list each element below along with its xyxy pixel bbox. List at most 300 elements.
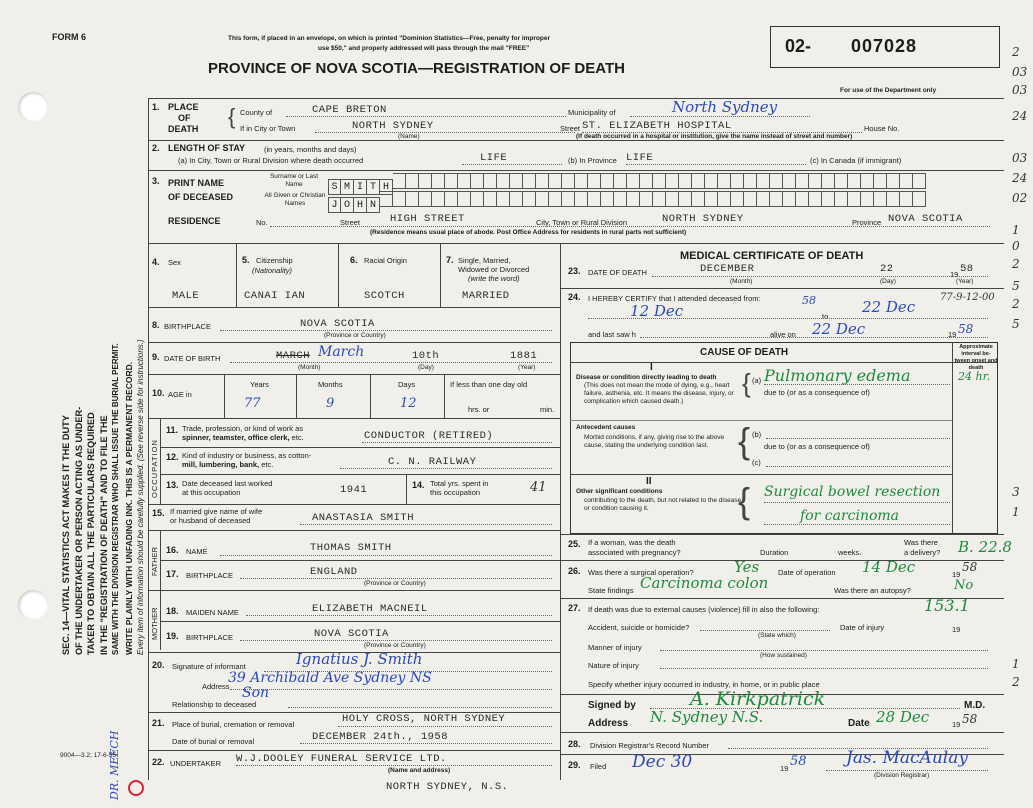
letter-box: N	[367, 197, 380, 213]
s1-label-line: PLACE	[168, 102, 199, 112]
letter-box	[861, 191, 874, 207]
letter-box	[575, 191, 588, 207]
rule	[148, 750, 560, 751]
letter-box	[393, 191, 406, 207]
other-conditions-value: Surgical bowel resection	[764, 484, 941, 500]
s8-caption: (Province or Country)	[324, 332, 386, 339]
margin-code: 0	[1012, 239, 1020, 253]
surname-boxes	[328, 173, 926, 193]
letter-box	[627, 173, 640, 189]
residence-label: RESIDENCE	[168, 216, 221, 226]
dotted-line	[286, 116, 566, 117]
s8-num: 8.	[152, 320, 160, 330]
delivery-label-line: Was there	[904, 538, 938, 547]
s25-label-line: associated with pregnancy?	[588, 548, 681, 557]
dotted-line	[700, 630, 830, 631]
attended-from-year: 58	[802, 294, 816, 307]
dotted-line	[220, 330, 552, 331]
operation-year-prefix: 19	[952, 570, 961, 579]
s16-num: 16.	[166, 545, 179, 555]
name-caption: (Name)	[398, 133, 420, 140]
last-saw-label: and last saw h	[588, 330, 636, 339]
s22-caption: (Name and address)	[388, 767, 451, 774]
s19-label: BIRTHPLACE	[186, 633, 233, 642]
accident-label: Accident, suicide or homicide?	[588, 623, 690, 632]
letter-box	[432, 173, 445, 189]
letter-box	[692, 173, 705, 189]
margin-code: 1	[1012, 223, 1020, 237]
s13-num: 13.	[166, 480, 179, 490]
residence-note: (Residence means usual place of abode. Post Office Address for residents in rural parts not sufficient)	[370, 229, 687, 236]
age-years: 77	[244, 396, 261, 411]
rule	[148, 140, 1004, 141]
municipality-value: North Sydney	[672, 98, 778, 116]
rule	[148, 418, 560, 419]
dotted-line	[766, 466, 950, 467]
disease-note: (This does not mean the mode of dying, e.g., heart failure, asthenia, etc. It means the disease, injury, or complication which caused death.)	[584, 382, 734, 405]
s14-label-line: this occupation	[430, 488, 481, 497]
letter-box	[796, 173, 809, 189]
death-year: 58	[960, 263, 974, 275]
letter-box	[562, 191, 575, 207]
hrs-label: hrs. or	[468, 405, 490, 414]
rule	[570, 420, 952, 421]
margin-code: 2	[1012, 45, 1020, 59]
side-notice-line: TAKER TO OBTAIN ALL THE PARTICULARS REQUIRED	[86, 412, 96, 655]
letter-box	[653, 191, 666, 207]
rule	[570, 362, 998, 363]
days-label: Days	[398, 380, 416, 389]
antecedent-note: Morbid conditions, if any, giving rise to the above cause, stating the underlying condition last.	[584, 434, 725, 449]
rule	[952, 342, 953, 534]
s1-num: 1.	[152, 102, 160, 112]
rule	[148, 170, 1004, 171]
letter-box	[848, 173, 861, 189]
margin-code: 24	[1012, 109, 1028, 123]
side-notice-line: WRITE PLAINLY WITH UNFADING INK. THIS IS A PERMANENT RECORD.	[123, 361, 134, 655]
side-notice-line: Every item of information should be carefully supplied. (See reverse side for instructions.)	[136, 339, 145, 655]
s3-label-line: OF DECEASED	[168, 192, 234, 202]
dotted-line	[626, 164, 806, 165]
residence-street: HIGH STREET	[390, 213, 465, 225]
s8-value: NOVA SCOTIA	[300, 318, 375, 330]
letter-box	[666, 191, 679, 207]
s24-label: I HEREBY CERTIFY that I attended deceased from:	[588, 294, 761, 303]
s1-label-line: DEATH	[168, 124, 199, 134]
undertaker-city: NORTH SYDNEY, N.S.	[386, 781, 509, 793]
s9-num: 9.	[152, 352, 160, 362]
how-sustained-caption: (How sustained)	[760, 652, 807, 659]
rule	[148, 590, 560, 591]
brace: {	[738, 420, 751, 461]
informant-address: 39 Archibald Ave Sydney NS	[228, 670, 432, 686]
s25-label-line: If a woman, was the death	[588, 538, 676, 547]
side-margin-note: DR. MEECH	[108, 730, 121, 800]
signed-year-prefix: 19	[952, 720, 961, 729]
s7-num: 7.	[446, 255, 454, 265]
dotted-line	[462, 164, 562, 165]
s2-sub: (in years, months and days)	[264, 145, 357, 154]
side-notice-line: SAME WITH THE DIVISION REGISTRAR WHO SHALL ISSUE THE BURIAL PERMIT.	[111, 343, 120, 655]
s20-sig-label: Signature of informant	[172, 662, 246, 671]
rule	[148, 98, 149, 780]
letter-box	[471, 173, 484, 189]
letter-box	[835, 173, 848, 189]
s7-label-line: Widowed or Divorced	[458, 265, 530, 274]
letter-box	[887, 191, 900, 207]
residence-no-label: No.	[256, 218, 268, 227]
s23-num: 23.	[568, 266, 581, 276]
s21-label2: Date of burial or removal	[172, 737, 255, 746]
s17-caption: (Province or Country)	[364, 580, 426, 587]
dotted-line	[764, 502, 950, 503]
rule	[560, 732, 1004, 733]
s13-label-line: Date deceased last worked	[182, 479, 273, 488]
cause-title: CAUSE OF DEATH	[700, 347, 789, 358]
s2-label: LENGTH OF STAY	[168, 143, 246, 153]
letter-box	[705, 191, 718, 207]
side-notice	[60, 339, 148, 655]
s18-num: 18.	[166, 606, 179, 616]
letter-box	[471, 191, 484, 207]
operation-date-label: Date of operation	[778, 568, 836, 577]
punch-hole-bottom	[18, 590, 48, 620]
findings-label: State findings	[588, 586, 634, 595]
s14-value: 41	[530, 480, 547, 495]
due-to-label: due to (or as a consequence of)	[764, 388, 870, 397]
s14-label	[430, 479, 488, 497]
letter-box	[809, 191, 822, 207]
age-days: 12	[400, 396, 417, 411]
injury-date-label: Date of injury	[840, 623, 885, 632]
registration-number-box	[770, 26, 1000, 68]
letter-box	[458, 191, 471, 207]
margin-code: 3	[1012, 485, 1020, 499]
letter-box: O	[341, 197, 354, 213]
s11-label	[182, 424, 304, 442]
s9-month-typed: MARCH	[276, 350, 311, 362]
letter-box	[887, 173, 900, 189]
margin-code: 2	[1012, 675, 1020, 689]
attended-from: 12 Dec	[630, 302, 684, 320]
margin-code: 1	[1012, 657, 1020, 671]
letter-box: M	[341, 179, 354, 195]
s12-num: 12.	[166, 452, 179, 462]
s20-num: 20.	[152, 660, 165, 670]
manner-label: Manner of injury	[588, 643, 642, 652]
letter-box	[640, 191, 653, 207]
rule	[560, 243, 561, 780]
s27-num: 27.	[568, 603, 581, 613]
dotted-line	[764, 384, 950, 385]
s1-label-line: OF	[178, 113, 191, 123]
margin-code: 24	[1012, 171, 1028, 185]
letter-box	[809, 173, 822, 189]
s13-label	[182, 479, 272, 497]
year-caption: (Year)	[956, 278, 974, 285]
signed-date-label: Date	[848, 718, 870, 729]
year-caption: (Year)	[518, 364, 536, 371]
letter-box	[913, 173, 926, 189]
part-1-label: I	[650, 362, 653, 373]
dotted-line	[660, 668, 988, 669]
filed-year: 58	[790, 754, 807, 769]
s12-label-line: etc.	[261, 460, 274, 469]
rule	[560, 560, 1004, 561]
rule	[560, 534, 1004, 535]
dotted-line	[652, 276, 988, 277]
letter-box	[874, 191, 887, 207]
rule	[338, 243, 339, 307]
registrar-caption: (Division Registrar)	[874, 772, 930, 779]
attended-stamp: 77-9-12-00	[940, 292, 995, 303]
letter-box	[679, 191, 692, 207]
letter-box	[562, 173, 575, 189]
letter-box	[731, 173, 744, 189]
attended-to: 22 Dec	[862, 298, 916, 316]
letter-box	[900, 173, 913, 189]
letter-box	[900, 191, 913, 207]
letter-box	[770, 191, 783, 207]
rule	[370, 374, 371, 418]
letter-box	[835, 191, 848, 207]
s1-label	[168, 102, 199, 135]
physician-address: N. Sydney N.S.	[650, 708, 764, 726]
residence-province: NOVA SCOTIA	[888, 213, 963, 225]
other-conditions-label: Other significant conditions	[576, 488, 663, 495]
disease-label: Disease or condition directly leading to death	[576, 374, 717, 381]
s9-month-hand: March	[318, 344, 365, 360]
s25-num: 25.	[568, 539, 581, 549]
letter-box	[419, 173, 432, 189]
s21-num: 21.	[152, 718, 165, 728]
day-caption: (Day)	[418, 364, 434, 371]
letter-box	[913, 191, 926, 207]
letter-box	[497, 173, 510, 189]
letter-box	[822, 191, 835, 207]
surgery-value: Yes	[734, 558, 760, 576]
s5-sub: (Nationality)	[252, 266, 293, 275]
rule	[160, 447, 560, 448]
dotted-line	[246, 615, 552, 616]
dotted-line	[230, 689, 552, 690]
street-value: ST. ELIZABETH HOSPITAL	[582, 120, 732, 132]
specify-label: Specify whether injury occurred in industry, in home, or in public place	[588, 680, 820, 689]
s20-relationship-label: Relationship to deceased	[172, 700, 257, 709]
s18-label: MAIDEN NAME	[186, 608, 239, 617]
given-boxes	[328, 191, 926, 211]
mother-side-label: MOTHER	[150, 607, 159, 640]
to-label: to	[822, 312, 829, 321]
letter-box	[536, 173, 549, 189]
s15-label-line: or husband of deceased	[170, 516, 251, 525]
burial-place: HOLY CROSS, NORTH SYDNEY	[342, 713, 506, 725]
s17-num: 17.	[166, 569, 179, 579]
s5-value: CANAI IAN	[244, 290, 306, 302]
s28-num: 28.	[568, 739, 581, 749]
day-caption: (Day)	[880, 278, 896, 285]
letter-box	[536, 191, 549, 207]
rule	[406, 474, 407, 504]
dotted-line	[240, 578, 552, 579]
rule	[160, 474, 560, 475]
letter-box	[770, 173, 783, 189]
other-conditions-note: contributing to the death, but not related to the disease or condition causing it.	[584, 497, 742, 512]
dotted-line	[288, 707, 552, 708]
letter-box	[575, 173, 588, 189]
s2-b-value: LIFE	[626, 152, 654, 164]
letter-box	[627, 191, 640, 207]
rule	[148, 342, 560, 343]
antecedent-label: Antecedent causes	[576, 424, 636, 431]
dotted-line	[660, 650, 988, 651]
letter-box	[601, 191, 614, 207]
weeks-label: weeks.	[838, 548, 862, 557]
death-year-prefix: 19	[950, 270, 959, 279]
autopsy-value: No	[954, 578, 974, 593]
side-notice-line: SEC. 14—VITAL STATISTICS ACT MAKES IT THE DUTY	[61, 415, 71, 655]
house-label: House No.	[864, 124, 900, 133]
s7-label	[458, 256, 529, 283]
md-label: M.D.	[964, 700, 986, 711]
death-day: 22	[880, 263, 894, 275]
letter-box	[432, 191, 445, 207]
death-month: DECEMBER	[700, 263, 755, 275]
letter-box	[718, 191, 731, 207]
letter-box	[666, 173, 679, 189]
letter-box	[822, 173, 835, 189]
letter-box	[497, 191, 510, 207]
signed-date: 28 Dec	[876, 708, 930, 726]
cause-c-label: (c)	[752, 458, 761, 467]
street-label: Street	[560, 124, 581, 133]
letter-box	[484, 191, 497, 207]
letter-box	[484, 173, 497, 189]
s12-label-line: Kind of industry or business, as cotton-	[182, 451, 312, 460]
age-months: 9	[326, 396, 335, 411]
duration-label: Duration	[760, 548, 789, 557]
letter-box	[445, 191, 458, 207]
rule	[444, 374, 445, 418]
letter-box	[588, 191, 601, 207]
s10-num: 10.	[152, 388, 165, 398]
s11-label-line: etc.	[291, 433, 304, 442]
s6-num: 6.	[350, 255, 358, 265]
s2-b-label: (b) In Province	[568, 156, 617, 165]
s26-label: Was there a surgical operation?	[588, 568, 694, 577]
letter-box: T	[367, 179, 380, 195]
s9-year: 1881	[510, 350, 538, 362]
rule	[560, 288, 1004, 289]
letter-box	[653, 173, 666, 189]
rule	[570, 474, 952, 475]
dotted-line	[640, 337, 988, 338]
s7-value: MARRIED	[462, 290, 510, 302]
margin-code: 03	[1012, 65, 1028, 79]
s12-value: C. N. RAILWAY	[388, 456, 477, 468]
due-to-label: due to (or as a consequence of)	[764, 442, 870, 451]
dotted-line	[826, 770, 988, 771]
medical-title: MEDICAL CERTIFICATE OF DEATH	[680, 250, 864, 262]
part-2-label: II	[646, 476, 652, 487]
margin-code: 5	[1012, 317, 1020, 331]
letter-box	[705, 173, 718, 189]
rule	[148, 374, 560, 375]
cause-b-label: (b)	[752, 430, 762, 439]
rule	[296, 374, 297, 418]
letter-box	[380, 191, 393, 207]
s4-value: MALE	[172, 290, 200, 302]
s16-value: THOMAS SMITH	[310, 542, 392, 554]
findings-value: Carcinoma colon	[640, 574, 769, 592]
letter-box	[796, 191, 809, 207]
dotted-line	[240, 640, 552, 641]
margin-code: 5	[1012, 279, 1020, 293]
letter-box: H	[380, 179, 393, 195]
s8-label: BIRTHPLACE	[164, 322, 211, 331]
residence-province-label: Province	[852, 218, 882, 227]
city-label: If in City or Town	[240, 124, 296, 133]
s15-value: ANASTASIA SMITH	[312, 512, 415, 524]
letter-box	[874, 173, 887, 189]
brace: {	[742, 368, 751, 398]
letter-box	[445, 173, 458, 189]
surname-label: Surname or Last Name	[269, 173, 319, 188]
letter-box: J	[328, 197, 341, 213]
punch-hole-top	[18, 92, 48, 122]
form-title: PROVINCE OF NOVA SCOTIA—REGISTRATION OF DEATH	[208, 60, 625, 77]
letter-box	[718, 173, 731, 189]
letter-box	[588, 173, 601, 189]
letter-box	[679, 173, 692, 189]
dotted-line	[766, 438, 950, 439]
letter-box	[744, 191, 757, 207]
s13-value: 1941	[340, 484, 368, 496]
approx-interval-label: Approximate interval be-tween onset and death	[954, 344, 998, 371]
given-label: All Given or Christian Names	[264, 192, 326, 207]
dept-use-label: For use of the Department only	[840, 87, 937, 94]
margin-code: 1	[1012, 505, 1020, 519]
side-notice-line: IN THE "REGISTRATION OF DEATH" AND TO FILE THE	[98, 415, 109, 655]
signed-by-label: Signed by	[588, 700, 636, 711]
s15-label-line: If married give name of wife	[170, 507, 263, 516]
letter-box	[848, 191, 861, 207]
county-value: CAPE BRETON	[312, 104, 387, 116]
s7-label-line: (write the word)	[468, 274, 520, 283]
delivery-code: B. 22.8	[958, 538, 1012, 556]
years-label: Years	[250, 380, 269, 389]
s2-a-value: LIFE	[480, 152, 508, 164]
s11-value: CONDUCTOR (RETIRED)	[364, 430, 494, 442]
s9-day: 10th	[412, 350, 440, 362]
s3-num: 3.	[152, 176, 160, 186]
signed-year: 58	[962, 712, 978, 726]
margin-code: 2	[1012, 257, 1020, 271]
physician-address-label: Address	[588, 718, 629, 729]
s3-label	[168, 176, 233, 204]
dotted-line	[220, 555, 552, 556]
s26-num: 26.	[568, 566, 581, 576]
s17-label: BIRTHPLACE	[186, 571, 233, 580]
letter-box	[783, 191, 796, 207]
dotted-line	[338, 726, 552, 727]
physician-signature: A. Kirkpatrick	[690, 688, 826, 710]
letter-box	[458, 173, 471, 189]
s25-label	[588, 538, 681, 558]
letter-box	[393, 173, 406, 189]
s19-value: NOVA SCOTIA	[314, 628, 389, 640]
s22-num: 22.	[152, 757, 165, 767]
